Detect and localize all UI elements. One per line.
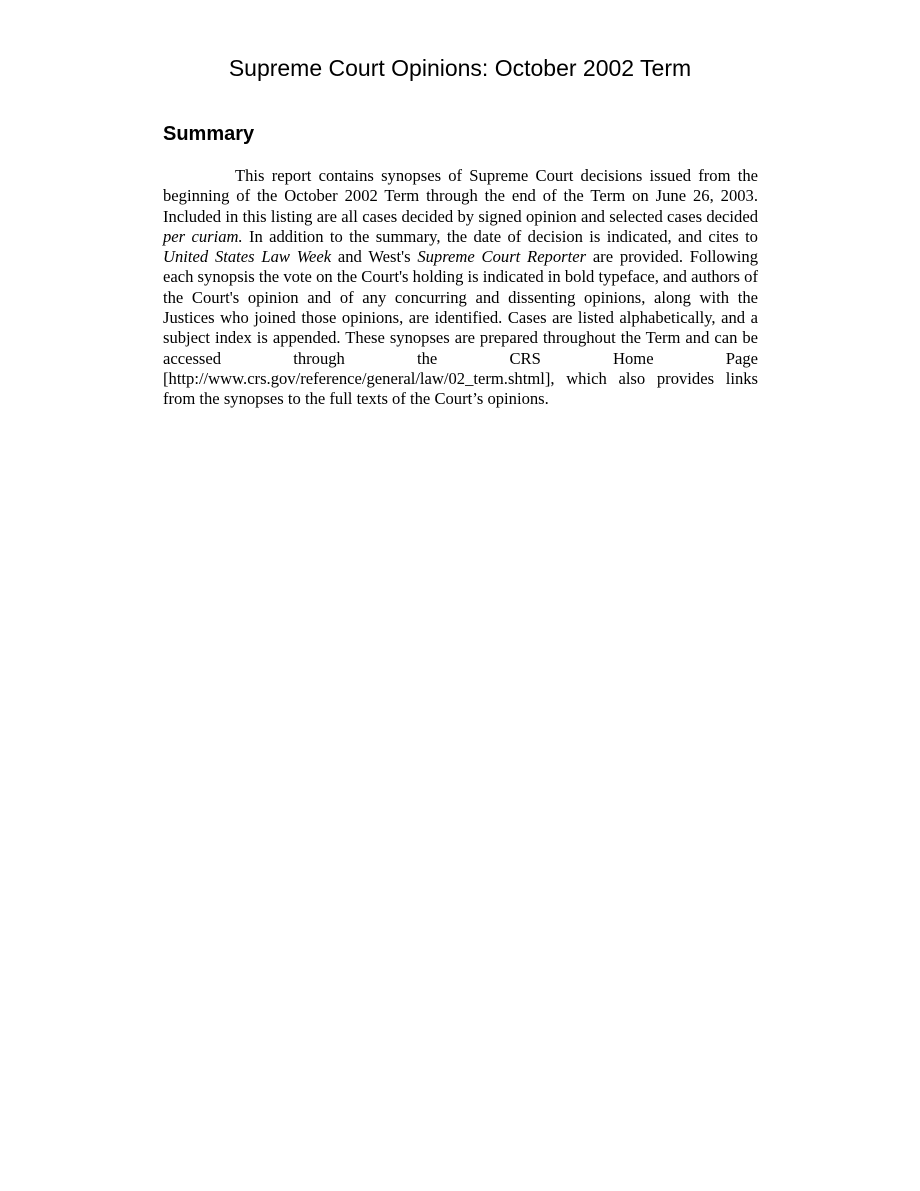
summary-italic-law-week: United States Law Week (163, 247, 332, 267)
summary-text-part2: In addition to the summary, the date of decision is indicated, and cites to (242, 226, 758, 246)
summary-italic-court-reporter: Supreme Court Reporter (417, 247, 587, 267)
document-title: Supreme Court Opinions: October 2002 Term (228, 55, 692, 81)
summary-italic-per-curiam: per curiam. (163, 226, 243, 246)
summary-heading: Summary (163, 123, 255, 145)
summary-paragraph (163, 166, 758, 410)
summary-text-part3: and West's (331, 247, 418, 267)
summary-text-part4: are provided. Following each synopsis the vote on the Court's holding is indicated in bold typeface, and authors of the Court's opinion and of any concurring and dissenting opinions, along with the Justices who joined those opinions, are identified. Cases are listed alphabetically, and a subject index is appended. These synopses are prepared throughout the Term and can be accessed through the CRS Home Page [http://www.crs.gov/reference/general/law/02_term.shtml], which also provides links from the synopses to the full texts of the Court’s opinions. (163, 247, 758, 409)
summary-text-part1: This report contains synopses of Supreme Court decisions issued from the beginning of the October 2002 Term through the end of the Term on June 26, 2003. Included in this listing are all cases decided by signed opinion and selected cases decided (163, 166, 758, 226)
